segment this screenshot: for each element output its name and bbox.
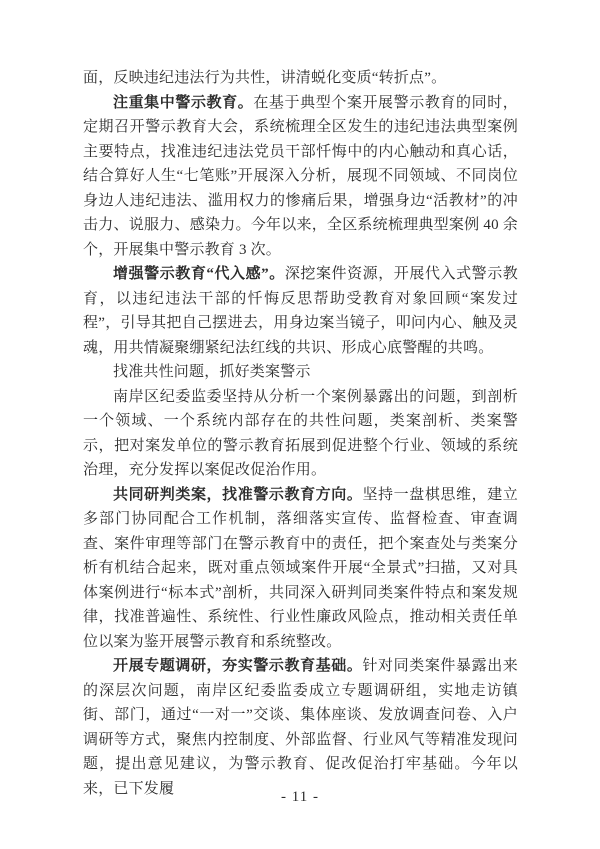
paragraph bbox=[83, 91, 518, 263]
paragraph bbox=[83, 654, 518, 801]
paragraph-lead: 共同研判类案，找准警示教育方向。 bbox=[113, 486, 363, 503]
paragraph-text: 深挖案件资源，开展代入式警示教育，以违纪违法干部的忏悔反思帮助受教育对象回顾“案发过程”，引导其把自己摆进去，用身边案当镜子，叩问内心、触及灵魂，用共情凝聚绷紧纪法红线的共识、形成心底警醒的共鸣。 bbox=[83, 266, 518, 356]
paragraph-lead: 开展专题调研，夯实警示教育基础。 bbox=[113, 658, 363, 674]
paragraph bbox=[83, 483, 518, 655]
paragraph-lead: 注重集中警示教育。 bbox=[113, 94, 254, 111]
section-heading-text: 找准共性问题，抓好类案警示 bbox=[113, 364, 311, 380]
section-heading bbox=[83, 360, 518, 385]
document-body bbox=[83, 66, 518, 801]
paragraph bbox=[83, 262, 518, 360]
paragraph-text: 南岸区纪委监委坚持从分析一个案例暴露出的问题，到剖析一个领域、一个系统内部存在的共性问题，类案剖析、类案警示，把对案发单位的警示教育拓展到促进整个行业、领域的系统治理，充分发挥以案促改促治作用。 bbox=[83, 388, 518, 478]
paragraph-text: 面，反映违纪违法行为共性，讲清蜕化变质“转折点”。 bbox=[83, 70, 447, 86]
page-number: - 11 - bbox=[281, 789, 319, 805]
paragraph-text: 在基于典型个案开展警示教育的同时，定期召开警示教育大会，系统梳理全区发生的违纪违法典型案例主要特点，找准违纪违法党员干部忏悔中的内心触动和真心话，结合算好人生“七笔账”开展深入分析，展现不同领域、不同岗位身边人违纪违法、滥用权力的惨痛后果，增强身边“活教材”的冲击力、说服力、感染力。今年以来，全区系统梳理典型案例 40 余个，开展集中警示教育 3 次。 bbox=[83, 94, 518, 258]
paragraph-text: 坚持一盘棋思维，建立多部门协同配合工作机制，落细落实宣传、监督检查、审查调查、案件审理等部门在警示教育中的责任，把个案查处与类案分析有机结合起来，既对重点领域案件开展“全景式”扫描，又对具体案例进行“标本式”剖析，共同深入研判同类案件特点和案发规律，找准普遍性、系统性、行业性廉政风险点，推动相关责任单位以案为鉴开展警示教育和系统整改。 bbox=[83, 486, 518, 650]
paragraph-text: 针对同类案件暴露出来的深层次问题，南岸区纪委监委成立专题调研组，实地走访镇街、部门，通过“一对一”交谈、集体座谈、发放调查问卷、入户调研等方式，聚焦内控制度、外部监督、行业风气等精准发现问题，提出意见建议，为警示教育、促改促治打牢基础。今年以来，已下发履 bbox=[83, 658, 518, 797]
paragraph-lead: 增强警示教育“代入感”。 bbox=[113, 266, 285, 282]
paragraph bbox=[83, 385, 518, 483]
paragraph-continuation bbox=[83, 66, 518, 91]
